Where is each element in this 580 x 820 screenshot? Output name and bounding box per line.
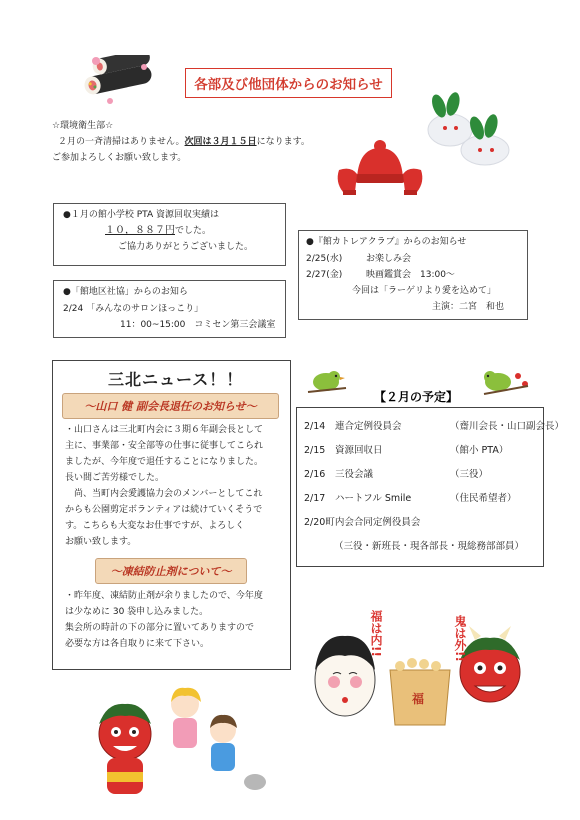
- event-name: 連合定例役員会: [335, 421, 402, 432]
- news-p2-line: 集会所の時計の下の部分に置いてありますので: [65, 623, 255, 633]
- news-p1-line: ましたが、今年度で退任することになりました。: [65, 457, 264, 467]
- bird-icon: [306, 366, 348, 396]
- event-date: 2/15: [304, 445, 326, 456]
- oni-kids-illustration: [85, 682, 270, 807]
- news-heading-antifreeze: ～凍結防止剤について～: [95, 558, 247, 584]
- schedule-item: [304, 490, 564, 508]
- schedule-title: 【２月の予定】: [374, 390, 459, 404]
- news-heading-resignation: ～山口 健 副会長退任のお知らせ～: [62, 393, 279, 419]
- pta-thanks: ご協力ありがとうございました。: [118, 242, 254, 252]
- news-p1-line: 長い間ご苦労様でした。: [65, 473, 165, 483]
- ehomaki-illustration: [78, 55, 160, 105]
- event-date: 2/17: [304, 493, 326, 504]
- pta-amount-line: [105, 223, 211, 239]
- katore-cast: 主演：二宮 和也: [432, 302, 505, 312]
- winter-hat-mittens-illustration: [335, 140, 425, 200]
- snow-rabbit-illustration: [425, 92, 515, 167]
- news-title: 三北ニュース！！: [108, 370, 244, 389]
- news-p2-line: 必要な方は各自取りに来て下さい。: [65, 639, 210, 649]
- event-name: 三役会議: [335, 469, 374, 480]
- news-p1-line: お願い致します。: [65, 537, 137, 547]
- event-participants: （住民希望者）: [450, 493, 517, 504]
- shakyo-time-line: 11：00~15:00 コミセン第三会議室: [120, 320, 276, 330]
- event-name: ハートフル Smile: [335, 493, 412, 504]
- event-date: 2/14: [304, 421, 326, 432]
- news-p1-line: ・山口さんは三北町内会に３期６年副会長として: [65, 425, 264, 435]
- katore-title: ●『館カトレアクラブ』からのお知らせ: [306, 237, 467, 247]
- hygiene-line1: [58, 134, 310, 150]
- shakyo-date-line: 2/24 「みんなのサロンほっこり」: [63, 304, 204, 314]
- news-p1-line: す。こちらも大変なお仕事ですが、よろしく: [65, 521, 245, 531]
- news-p2-line: ・昨年度、凍結防止剤が余りましたので、今年度: [65, 591, 263, 601]
- katore-event2-text: 映画鑑賞会 13:00～: [366, 270, 455, 280]
- setsubun-illustration: [300, 600, 525, 735]
- fuku-wa-uchi-text: 福は内!!: [369, 610, 383, 657]
- bird-plum-icon: [480, 366, 530, 398]
- schedule-list: [304, 418, 564, 556]
- oni-wa-soto-text: 鬼は外!!: [453, 615, 467, 662]
- schedule-item: [304, 442, 564, 460]
- pta-amount-suffix: でした。: [175, 226, 212, 236]
- schedule-item: [304, 514, 564, 532]
- masu-label: 福: [412, 692, 425, 706]
- event-date: 2/16: [304, 469, 326, 480]
- shakyo-title: ●「館地区社協」からのお知ら: [63, 287, 188, 297]
- news-resignation-body: [65, 422, 263, 550]
- schedule-item-participants: （三役・新班長・現各部長・現総務部部員）: [334, 541, 525, 552]
- news-p1-line: 尚、当町内会愛護協力会のメンバーとしてこれ: [65, 489, 263, 499]
- event-participants: （三役）: [450, 469, 489, 480]
- hygiene-title: ☆環境衛生部☆: [52, 121, 114, 131]
- news-p2-line: は少なめに 30 袋申し込みました。: [65, 607, 209, 617]
- schedule-item: [304, 466, 564, 484]
- hygiene-no-cleanup: ２月の一斉清掃はありません。: [58, 137, 185, 147]
- schedule-item: [304, 418, 564, 436]
- page-title: 各部及び他団体からのお知らせ: [185, 68, 392, 98]
- pta-title: ●１月の館小学校 PTA 資源回収実績は: [63, 210, 219, 220]
- news-p1-line: からも公園剪定ボランティアは続けていくそうで: [65, 505, 263, 515]
- event-participants: （齋川会長・山口副会長）: [450, 421, 565, 432]
- event-name: 町内会合同定例役員会: [325, 517, 421, 528]
- katore-film: 今回は「ラーゲリより愛を込めて」: [352, 286, 497, 296]
- event-date: 2/20: [304, 517, 326, 528]
- news-p1-line: 主に、事業部・安全部等の仕事に従事してこられ: [65, 441, 264, 451]
- katore-event2-date: 2/27(金): [306, 270, 343, 280]
- katore-event1-text: お楽しみ会: [366, 254, 412, 264]
- event-participants: （館小 PTA）: [450, 445, 509, 456]
- hygiene-next-suffix: になります。: [256, 137, 310, 147]
- hygiene-next-date: 次回は３月１５日: [184, 137, 257, 147]
- hygiene-line2: ご参加よろしくお願い致します。: [52, 153, 187, 163]
- news-antifreeze-body: [65, 588, 263, 652]
- event-name: 資源回収日: [335, 445, 383, 456]
- pta-amount: １０，８８７円: [105, 225, 175, 236]
- katore-event1-date: 2/25(水): [306, 254, 343, 264]
